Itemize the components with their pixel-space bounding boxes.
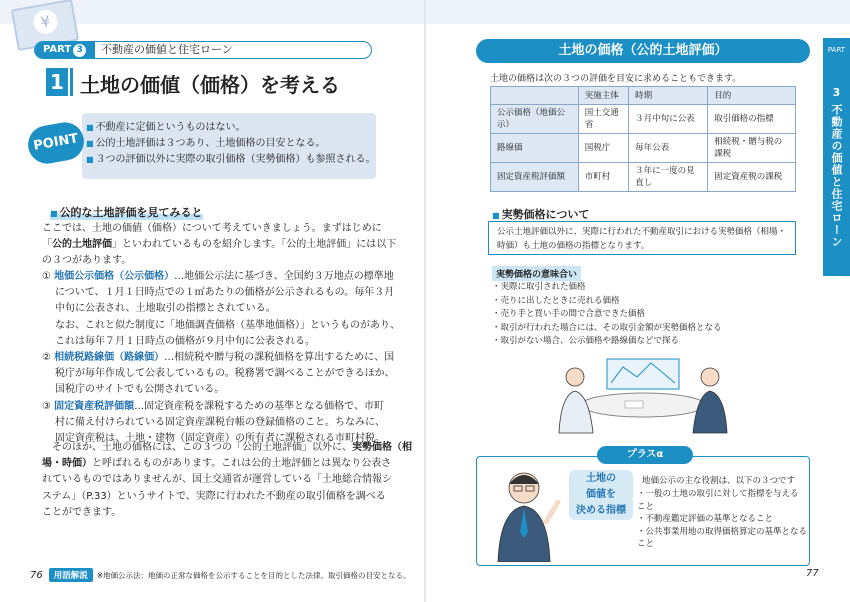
text-line: ステム」（P.33）というサイトで、実際に行われた不動産の取引価格を調べる: [42, 490, 386, 502]
table-header-row: [491, 87, 796, 105]
intro-paragraph: [42, 221, 397, 270]
text-line: ことができます。: [42, 506, 122, 518]
right-title: 土地の価格（公的土地評価）: [476, 39, 810, 63]
list-item: ③ 固定資産税評価額…固定資産税を課税するための基準となる価格で、市町: [42, 400, 384, 412]
heading-divider: [70, 68, 73, 96]
list-item: ① 地価公示価格（公示価格）…地価公示法に基づき、全国約３万地点の標準地: [42, 271, 394, 282]
table-cell: ３月中旬に公表: [629, 105, 708, 134]
list-item: ・ 不動産鑑定評価の基準となること: [646, 513, 807, 526]
businessman-illustration: [490, 462, 564, 562]
list-item: ・ 取引が行われた場合には、その取引金額が実勢価格となる: [492, 322, 722, 336]
list-item-cont: こと: [637, 539, 655, 549]
table-cell: 固定資産税評価額: [491, 163, 579, 192]
table-header: 時期: [629, 87, 708, 105]
table-cell: 固定資産税の課税: [708, 163, 796, 192]
side-part-number: 3: [832, 86, 841, 99]
bubble-line: 価値を: [586, 489, 616, 500]
part-banner: [34, 41, 372, 59]
side-title: 不動産の価値と住宅ローン: [830, 104, 843, 248]
table-header: [491, 87, 579, 105]
page-spine: [424, 0, 426, 602]
term-highlight: 実勢価格（相: [352, 442, 412, 453]
list-item: ② 相続税路線価（路線価）…相続税や贈与税の課税価格を算出するために、国: [42, 352, 395, 364]
table-cell: 取引価格の指標: [708, 105, 796, 134]
text-line: 中旬に公表され、土地取引の指標とされている。: [55, 303, 276, 315]
table-cell: 路線価: [491, 134, 579, 163]
side-tab: [823, 38, 850, 276]
page-number: 77: [806, 568, 819, 579]
table-row: [491, 163, 796, 192]
term-highlight: 地価公示価格（公示価格）: [54, 271, 175, 282]
list-item: ・ 売りに出したときに売れる価格: [492, 295, 722, 309]
table-cell: 相続税・贈与税の課税: [708, 134, 796, 163]
text-line: 村に備え付けられている固定資産課税台帳の登録価格のこと。ちなみに、: [55, 416, 385, 428]
table-cell: 毎年公表: [629, 134, 708, 163]
list-item: ・ 売り手と買い手の間で合意できた価格: [492, 308, 722, 322]
evaluation-table: [490, 86, 796, 192]
speech-bubble: [569, 470, 633, 520]
part-number: 3: [73, 44, 86, 57]
market-price-box: 公示土地評価以外に、実際に行われた不動産取引における実勢価格（相場・時価）も土地の価格の指標となります。: [488, 221, 796, 255]
term-highlight: 公的土地評価: [52, 239, 112, 251]
term-highlight: 相続税路線価（路線価）: [54, 352, 165, 364]
meaning-list: [492, 281, 722, 349]
text-line: 固定資産税は、土地・建物（固定資産）の所有者に課税される市町村税。: [55, 433, 385, 445]
glossary-definition: ※地価公示法：地価の正常な価格を公示することを目的とした法律。取引価格の目安となる。: [96, 571, 411, 580]
section-heading: ■ 公的な土地評価を見てみると: [50, 204, 203, 220]
yen-icon: ¥: [32, 8, 60, 36]
text-line: これは毎年７月１日時点の価格が９月中旬に公表される。: [55, 335, 315, 347]
table-row: [491, 134, 796, 163]
text-line: 国税庁のサイトでも公開されている。: [55, 384, 225, 396]
table-cell: 国税庁: [578, 134, 628, 163]
table-cell: 市町村: [578, 163, 628, 192]
text-line: 税庁が毎年作成して公表しているもの。税務署で調べることができるほか、: [55, 368, 395, 380]
table-header: 実施主体: [578, 87, 628, 105]
list-item: ・ 取引がない場合、公示価格や路線価などで探る: [492, 335, 722, 349]
text-line: ここでは、土地の価値（価格）について考えていきましょう。まずはじめに: [42, 223, 382, 234]
term-highlight: 固定資産税評価額: [54, 400, 135, 412]
point-item: ■ ３つの評価以外に実際の取引価格（実勢価格）も参照される。: [86, 152, 376, 168]
point-label: POINT: [25, 119, 87, 166]
page-number: 76: [30, 570, 43, 581]
meaning-heading: 実勢価格の意味合い: [492, 266, 581, 281]
table-cell: 公示価格（地価公示）: [491, 105, 579, 134]
plus-alpha-header: プラスα: [597, 446, 693, 464]
table-intro: 土地の価格は次の３つの評価を目安に求めることもできます。: [490, 74, 742, 84]
list-item: ・ 一般の土地の取引に対して指標を与える: [646, 488, 807, 501]
negotiation-illustration: [545, 353, 740, 439]
text-line: 場・時価）と呼ばれるものがあります。これは公的土地評価とは異なり公表さ: [42, 458, 392, 470]
text-line: 「公的土地評価」といわれているものを紹介します。「公的土地評価」には以下: [42, 239, 397, 251]
plus-intro: 地価公示の主な役割は、以下の３つです: [642, 476, 796, 486]
bubble-line: 決める指標: [576, 505, 626, 516]
list-item: ・ 公共事業用地の取得価格算定の基準となる: [646, 526, 807, 539]
glossary-label: 用語解説: [49, 568, 93, 582]
part-label: PART: [43, 44, 72, 55]
term-highlight: 場・時価）: [42, 458, 92, 470]
text-line: の３つがあります。: [42, 255, 132, 267]
text-line: そのほか、土地の価格には、この３つの「公的土地評価」以外に、実勢価格（相: [52, 442, 412, 453]
text-line: について、１月１日時点での１㎡あたりの価格が公示されるもの。毎年３月: [55, 287, 395, 299]
page-title: 土地の価値（価格）を考える: [80, 73, 340, 97]
chapter-number: 1: [46, 68, 68, 96]
point-item: ■ 不動産に定価というものはない。: [86, 120, 376, 136]
list-item: ・ 実際に取引された価格: [492, 281, 722, 295]
list-item-cont: こと: [637, 501, 655, 512]
part-title: 不動産の価値と住宅ローン: [101, 43, 233, 56]
bubble-line: 土地の: [586, 473, 616, 484]
point-item: ■ 公的土地評価は３つあり、土地価格の目安となる。: [86, 136, 376, 152]
footer: [30, 568, 411, 582]
evaluation-list: [42, 269, 400, 447]
market-price-paragraph: [42, 440, 412, 521]
role-list: [637, 488, 808, 551]
table-header: 目的: [708, 87, 796, 105]
table-cell: ３年に一度の見直し: [629, 163, 708, 192]
table-cell: 国土交通省: [578, 105, 628, 134]
point-box: [82, 113, 376, 179]
text-line: なお、これと似た制度に「地価調査価格（基準地価格）」というものがあり、: [55, 319, 400, 331]
side-part-label: PART: [827, 46, 846, 54]
table-row: [491, 105, 796, 134]
text-line: れているものではありませんが、国土交通省が運営している「土地総合情報シ: [42, 474, 392, 486]
section-heading: ■ 実勢価格について: [492, 206, 589, 222]
